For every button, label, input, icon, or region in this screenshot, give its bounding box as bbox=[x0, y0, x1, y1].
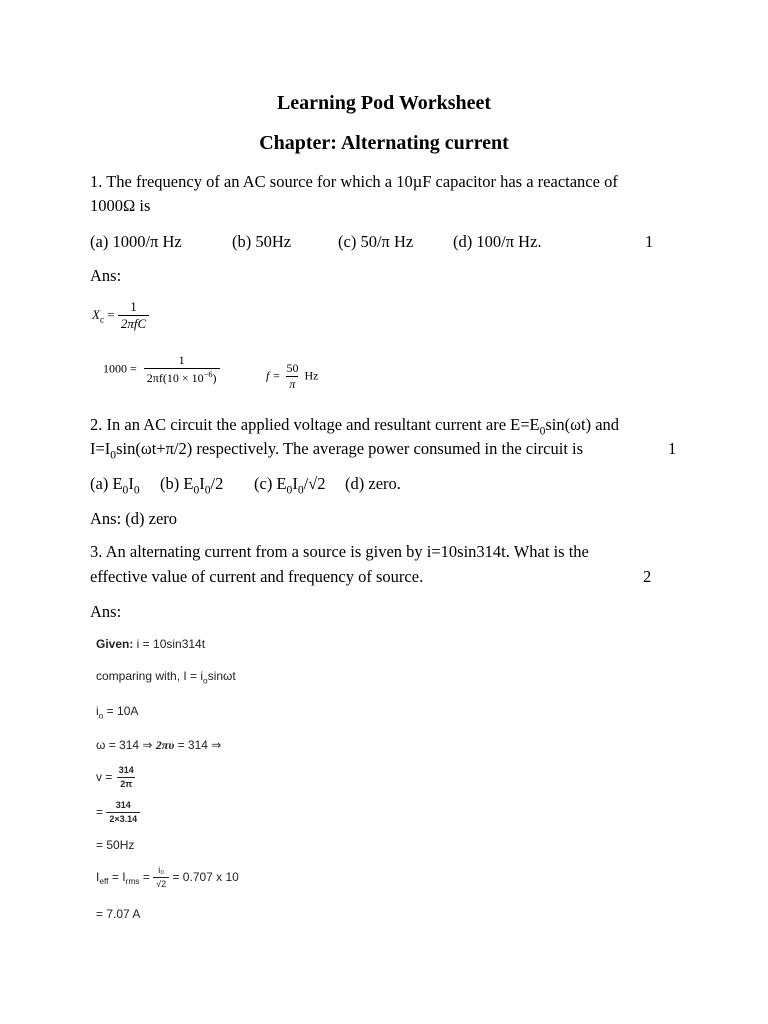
q3-line2: effective value of current and frequency of source. bbox=[90, 567, 424, 586]
q1-equation-reactance bbox=[92, 300, 149, 332]
frac-num: 314 bbox=[118, 765, 134, 775]
q1-option-a: (a) 1000/π Hz bbox=[90, 232, 182, 251]
step-sub: o bbox=[98, 710, 104, 721]
q3-ans-label: Ans: bbox=[90, 602, 122, 621]
q1-marks: 1 bbox=[645, 232, 654, 251]
q3-v-substituted bbox=[96, 801, 140, 824]
q2-option-d: (d) zero. bbox=[345, 474, 401, 493]
eq-equals: = bbox=[107, 307, 115, 323]
ieff-fraction bbox=[153, 866, 169, 889]
q2-option-c bbox=[254, 472, 325, 502]
opt-sub: 0 bbox=[297, 484, 304, 497]
eq-numerator: 1 bbox=[178, 353, 185, 367]
frac-den: √2 bbox=[153, 877, 169, 889]
q3-omega bbox=[96, 738, 221, 753]
opt-text: I bbox=[199, 474, 205, 493]
chapter-title: Chapter: Alternating current bbox=[259, 132, 509, 154]
worksheet-title: Learning Pod Worksheet bbox=[276, 92, 492, 114]
step-text: = bbox=[96, 804, 104, 819]
step-text: = 10A bbox=[103, 704, 139, 718]
eq-unit: Hz bbox=[304, 368, 319, 383]
opt-text: I bbox=[128, 474, 134, 493]
q2-subscript: 0 bbox=[110, 449, 117, 462]
q2-marks: 1 bbox=[668, 439, 677, 458]
q1-option-b: (b) 50Hz bbox=[232, 232, 292, 251]
step-sub: o bbox=[203, 675, 208, 686]
q2-subscript: 0 bbox=[539, 425, 546, 438]
q3-given bbox=[96, 637, 205, 651]
v-fraction bbox=[116, 766, 137, 789]
q2-line2 bbox=[90, 437, 583, 467]
eq-symbol: X bbox=[92, 307, 100, 323]
step-text: ω = 314 ⇒ bbox=[96, 738, 156, 752]
opt-text: /√2 bbox=[303, 474, 326, 493]
opt-sub: 0 bbox=[204, 484, 211, 497]
step-text: i bbox=[96, 704, 99, 718]
q2-option-b bbox=[160, 472, 223, 502]
opt-text: (a) E bbox=[90, 474, 123, 493]
eq-exponent: −6 bbox=[203, 370, 213, 380]
q3-line1: 3. An alternating current from a source is given by i=10sin314t. What is the bbox=[90, 542, 589, 561]
q3-frequency-result: = 50Hz bbox=[96, 838, 135, 852]
opt-text: (c) E bbox=[254, 474, 287, 493]
frac-den: 2×3.14 bbox=[106, 812, 140, 824]
q3-comparing bbox=[96, 669, 236, 685]
opt-text: (b) E bbox=[160, 474, 194, 493]
step-text: v = bbox=[96, 769, 113, 784]
eq-numerator: 50 bbox=[286, 361, 299, 375]
step-text: = I bbox=[108, 869, 126, 884]
opt-text: /2 bbox=[210, 474, 224, 493]
q3-v-fraction bbox=[96, 766, 137, 789]
q1-line1: 1. The frequency of an AC source for which a 10µF capacitor has a reactance of bbox=[90, 172, 618, 191]
q2-answer: Ans: (d) zero bbox=[90, 509, 178, 528]
q1-equation-frequency bbox=[266, 362, 318, 392]
eq-fraction bbox=[118, 300, 149, 332]
q2-option-a bbox=[90, 472, 140, 502]
q2-text: 2. In an AC circuit the applied voltage and resultant current are E=E bbox=[90, 415, 540, 434]
eq-lhs: f = bbox=[266, 368, 281, 383]
q2-text: I=I bbox=[90, 439, 111, 458]
step-text: = bbox=[139, 869, 150, 884]
q2-text: sin(ωt+π/2) respectively. The average power consumed in the circuit is bbox=[116, 439, 584, 458]
q2-text: sin(ωt) and bbox=[545, 415, 620, 434]
frac-num: 314 bbox=[115, 800, 131, 810]
step-bold: 2πυ bbox=[155, 738, 175, 752]
opt-sub: 0 bbox=[133, 484, 140, 497]
opt-sub: 0 bbox=[122, 484, 129, 497]
eq-den-close: ) bbox=[212, 371, 217, 386]
frac-den: 2π bbox=[117, 777, 135, 789]
opt-sub: 0 bbox=[193, 484, 200, 497]
given-label: Given: bbox=[96, 637, 134, 651]
q3-marks: 2 bbox=[643, 567, 652, 586]
step-text: = 314 ⇒ bbox=[174, 738, 222, 752]
eq-denominator: π bbox=[286, 376, 298, 392]
given-value: i = 10sin314t bbox=[133, 637, 206, 651]
q3-final-answer: = 7.07 A bbox=[96, 907, 141, 921]
eq-numerator: 1 bbox=[130, 299, 137, 314]
eq-den-part: 2πf(10 × 10 bbox=[146, 371, 204, 386]
q1-equation-substitution bbox=[103, 354, 220, 386]
step-text: = 0.707 x 10 bbox=[172, 869, 239, 884]
step-sub: eff bbox=[99, 876, 109, 887]
step-text: I bbox=[96, 869, 100, 884]
step-text: sinωt bbox=[207, 669, 236, 683]
q1-option-c: (c) 50/π Hz bbox=[338, 232, 414, 251]
eq-subscript: c bbox=[99, 314, 104, 325]
eq-denominator bbox=[144, 368, 220, 386]
eq-denominator: 2πfC bbox=[118, 315, 149, 332]
q1-option-d: (d) 100/π Hz. bbox=[453, 232, 542, 251]
q1-line2: 1000Ω is bbox=[90, 196, 151, 215]
step-sub: rms bbox=[125, 876, 140, 887]
step-text: comparing with, I = i bbox=[96, 669, 204, 683]
eq-lhs: 1000 = bbox=[103, 361, 137, 376]
q3-ieff bbox=[96, 866, 239, 889]
q3-peak-current bbox=[96, 704, 138, 720]
eq-fraction bbox=[283, 362, 301, 392]
q1-ans-label: Ans: bbox=[90, 266, 122, 285]
eq-fraction bbox=[144, 354, 220, 386]
v2-fraction bbox=[106, 801, 140, 824]
frac-num: i₀ bbox=[158, 865, 165, 875]
opt-text: I bbox=[292, 474, 298, 493]
opt-sub: 0 bbox=[286, 484, 293, 497]
